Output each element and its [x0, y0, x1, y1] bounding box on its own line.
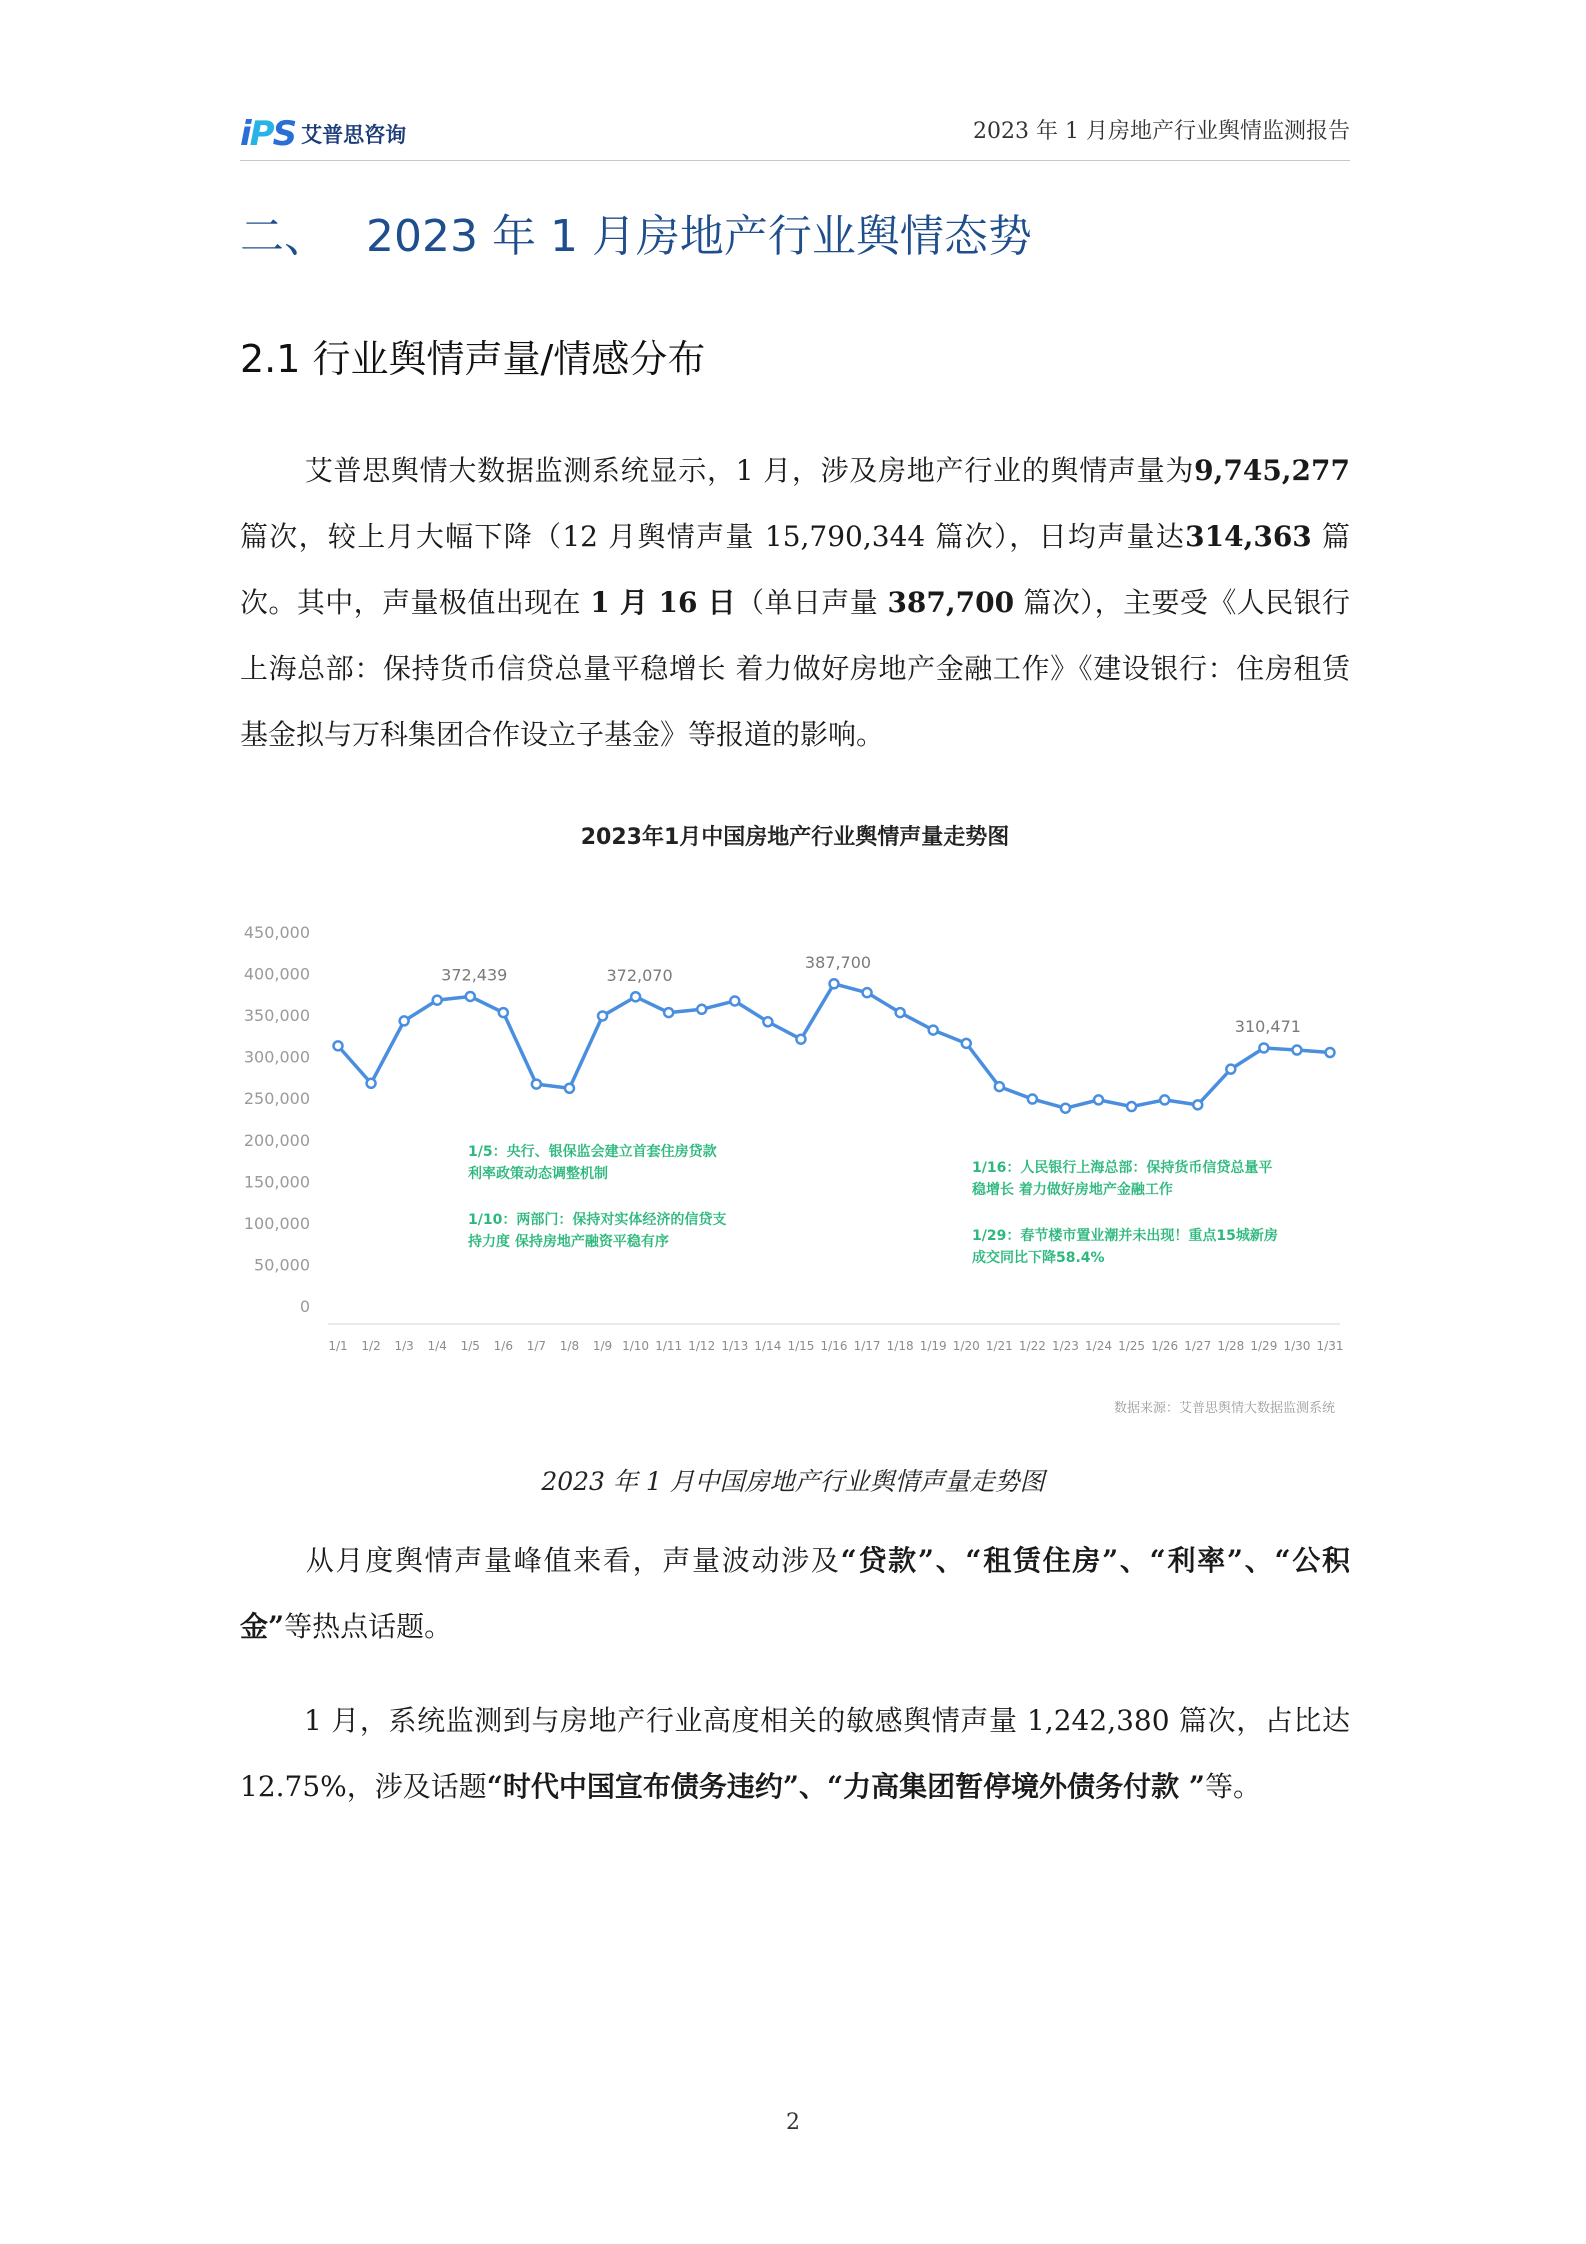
data-point [763, 1017, 772, 1026]
data-point [532, 1080, 541, 1089]
y-tick-label: 50,000 [254, 1255, 310, 1275]
section-title: 2023 年 1 月房地产行业舆情态势 [366, 211, 1032, 262]
x-tick-label: 1/22 [1018, 1339, 1046, 1353]
y-tick-label: 200,000 [243, 1130, 310, 1150]
y-tick-label: 100,000 [243, 1213, 310, 1233]
annotation-text: 1/5：央行、银保监会建立首套住房贷款 [468, 1144, 717, 1160]
x-tick-label: 1/14 [754, 1339, 782, 1353]
x-tick-label: 1/4 [427, 1339, 447, 1353]
y-tick-label: 450,000 [243, 923, 310, 942]
company-logo [240, 112, 406, 156]
text-run: （单日声量 [736, 586, 888, 619]
data-point [962, 1039, 971, 1048]
bold-topics: “贷款”、“租赁住房”、“利率”、“公积金” [240, 1544, 1350, 1643]
data-point [1094, 1095, 1103, 1104]
x-tick-label: 1/21 [985, 1339, 1013, 1353]
data-point [697, 1005, 706, 1014]
report-title: 2023 年 1 月房地产行业舆情监测报告 [973, 119, 1350, 144]
data-point [664, 1008, 673, 1017]
y-tick-label: 0 [299, 1297, 310, 1316]
text-run: 等。 [1204, 1770, 1261, 1803]
annotation-text: 1/29：春节楼市置业潮并未出现！重点15城新房 [972, 1228, 1278, 1244]
paragraph-peak-topics [240, 1528, 1350, 1660]
data-point [929, 1026, 938, 1035]
annotation-text: 成交同比下降58.4% [972, 1250, 1105, 1266]
bold-peak-date: 1 月 16 日 [590, 586, 737, 619]
data-point [1226, 1065, 1235, 1074]
x-tick-label: 1/23 [1051, 1339, 1079, 1353]
data-point [433, 996, 442, 1005]
x-tick-label: 1/27 [1184, 1339, 1212, 1353]
bold-sensitive-topics: “时代中国宣布债务违约”、“力高集团暂停境外债务付款 ” [486, 1770, 1205, 1803]
text-run: 艾普思舆情大数据监测系统显示，1 月，涉及房地产行业的舆情声量为 [304, 454, 1195, 487]
x-tick-label: 1/26 [1151, 1339, 1179, 1353]
x-tick-label: 1/3 [394, 1339, 414, 1353]
volume-trend-chart [240, 800, 1350, 1440]
bold-total-volume: 9,745,277 [1194, 454, 1350, 487]
data-point [631, 992, 640, 1001]
section-heading [240, 200, 1032, 264]
y-tick-label: 400,000 [243, 964, 310, 984]
x-tick-label: 1/9 [592, 1339, 613, 1353]
text-run: 篇次。其中，声量极值出现在 [240, 520, 1351, 619]
data-point [1127, 1102, 1136, 1111]
page-header [240, 108, 1350, 161]
x-tick-label: 1/19 [919, 1339, 947, 1353]
y-tick-label: 250,000 [243, 1089, 310, 1109]
data-label: 310,471 [1234, 1016, 1301, 1036]
x-tick-label: 1/28 [1217, 1339, 1245, 1353]
annotation-text: 1/10：两部门：保持对实体经济的信贷支 [468, 1212, 727, 1228]
y-tick-label: 350,000 [243, 1006, 310, 1026]
x-tick-label: 1/20 [952, 1339, 980, 1353]
data-point [1061, 1104, 1070, 1113]
data-point [1259, 1043, 1268, 1052]
data-point [830, 979, 839, 988]
data-point [367, 1079, 376, 1088]
data-point [334, 1041, 343, 1050]
x-tick-label: 1/30 [1283, 1339, 1311, 1353]
text-run: 等热点话题。 [284, 1610, 453, 1643]
annotation-text: 稳增长 着力做好房地产金融工作 [972, 1182, 1173, 1198]
series-line [338, 984, 1330, 1108]
data-point [863, 988, 872, 997]
data-point [1028, 1095, 1037, 1104]
data-point [598, 1011, 607, 1020]
page-number: 2 [786, 2110, 800, 2135]
data-point [995, 1082, 1004, 1091]
y-tick-label: 300,000 [243, 1047, 310, 1067]
figure-caption: 2023 年 1 月中国房地产行业舆情声量走势图 [541, 1467, 1045, 1496]
data-point [896, 1008, 905, 1017]
data-point [400, 1016, 409, 1025]
chart-title: 2023年1月中国房地产行业舆情声量走势图 [580, 825, 1010, 850]
text-run: 篇次），主要受《人民银行上海总部：保持货币信贷总量平稳增长 着力做好房地产金融工作》《建设银行：住房租赁基金拟与万科集团合作设立子基金》等报道的影响。 [240, 586, 1350, 751]
chart-canvas [240, 800, 1350, 1440]
text-run: 篇次，较上月大幅下降（12 月舆情声量 15,790,344 篇次），日均声量达 [240, 520, 1186, 553]
data-point [730, 996, 739, 1005]
chart-source: 数据来源：艾普思舆情大数据监测系统 [1113, 1401, 1335, 1416]
data-label: 372,439 [441, 965, 508, 985]
bold-peak-volume: 387,700 [887, 586, 1015, 619]
x-tick-label: 1/10 [622, 1339, 650, 1353]
text-run: 从月度舆情声量峰值来看，声量波动涉及 [304, 1544, 841, 1577]
section-number: 二、 [240, 211, 328, 262]
y-tick-label: 150,000 [243, 1172, 310, 1192]
annotation-text: 利率政策动态调整机制 [468, 1166, 608, 1182]
data-point [1193, 1100, 1202, 1109]
logo-mark: iPS [240, 114, 296, 154]
x-tick-label: 1/11 [655, 1339, 683, 1353]
x-tick-label: 1/31 [1316, 1339, 1344, 1353]
bold-daily-average: 314,363 [1185, 520, 1312, 553]
data-point [1326, 1048, 1335, 1057]
data-point [1160, 1095, 1169, 1104]
x-tick-label: 1/25 [1118, 1339, 1146, 1353]
paragraph-volume-summary [240, 438, 1350, 768]
data-point [499, 1008, 508, 1017]
text-run: 1 月，系统监测到与房地产行业高度相关的敏感舆情声量 1,242,380 篇次，占比达 12.75%，涉及话题 [240, 1704, 1350, 1803]
x-tick-label: 1/8 [559, 1339, 580, 1353]
x-tick-label: 1/7 [526, 1339, 547, 1353]
data-label: 387,700 [804, 952, 872, 972]
data-label: 372,070 [606, 965, 673, 985]
x-tick-label: 1/29 [1250, 1339, 1278, 1353]
paragraph-sensitive-volume [240, 1688, 1350, 1820]
subsection-heading: 2.1 行业舆情声量/情感分布 [240, 337, 706, 381]
x-tick-label: 1/24 [1085, 1339, 1113, 1353]
x-tick-label: 1/15 [787, 1339, 815, 1353]
x-tick-label: 1/12 [688, 1339, 716, 1353]
x-tick-label: 1/2 [361, 1339, 381, 1353]
x-tick-label: 1/16 [820, 1339, 848, 1353]
x-tick-label: 1/18 [886, 1339, 914, 1353]
annotation-text: 持力度 保持房地产融资平稳有序 [468, 1234, 669, 1250]
logo-text: 艾普思咨询 [301, 123, 407, 147]
x-tick-label: 1/5 [460, 1339, 480, 1353]
data-point [1292, 1046, 1301, 1055]
data-point [796, 1035, 805, 1044]
x-tick-label: 1/13 [721, 1339, 749, 1353]
data-point [565, 1084, 574, 1093]
x-tick-label: 1/17 [853, 1339, 881, 1353]
annotation-text: 1/16：人民银行上海总部：保持货币信贷总量平 [972, 1160, 1273, 1176]
x-tick-label: 1/6 [493, 1339, 513, 1353]
data-point [466, 992, 475, 1001]
x-tick-label: 1/1 [328, 1339, 348, 1353]
